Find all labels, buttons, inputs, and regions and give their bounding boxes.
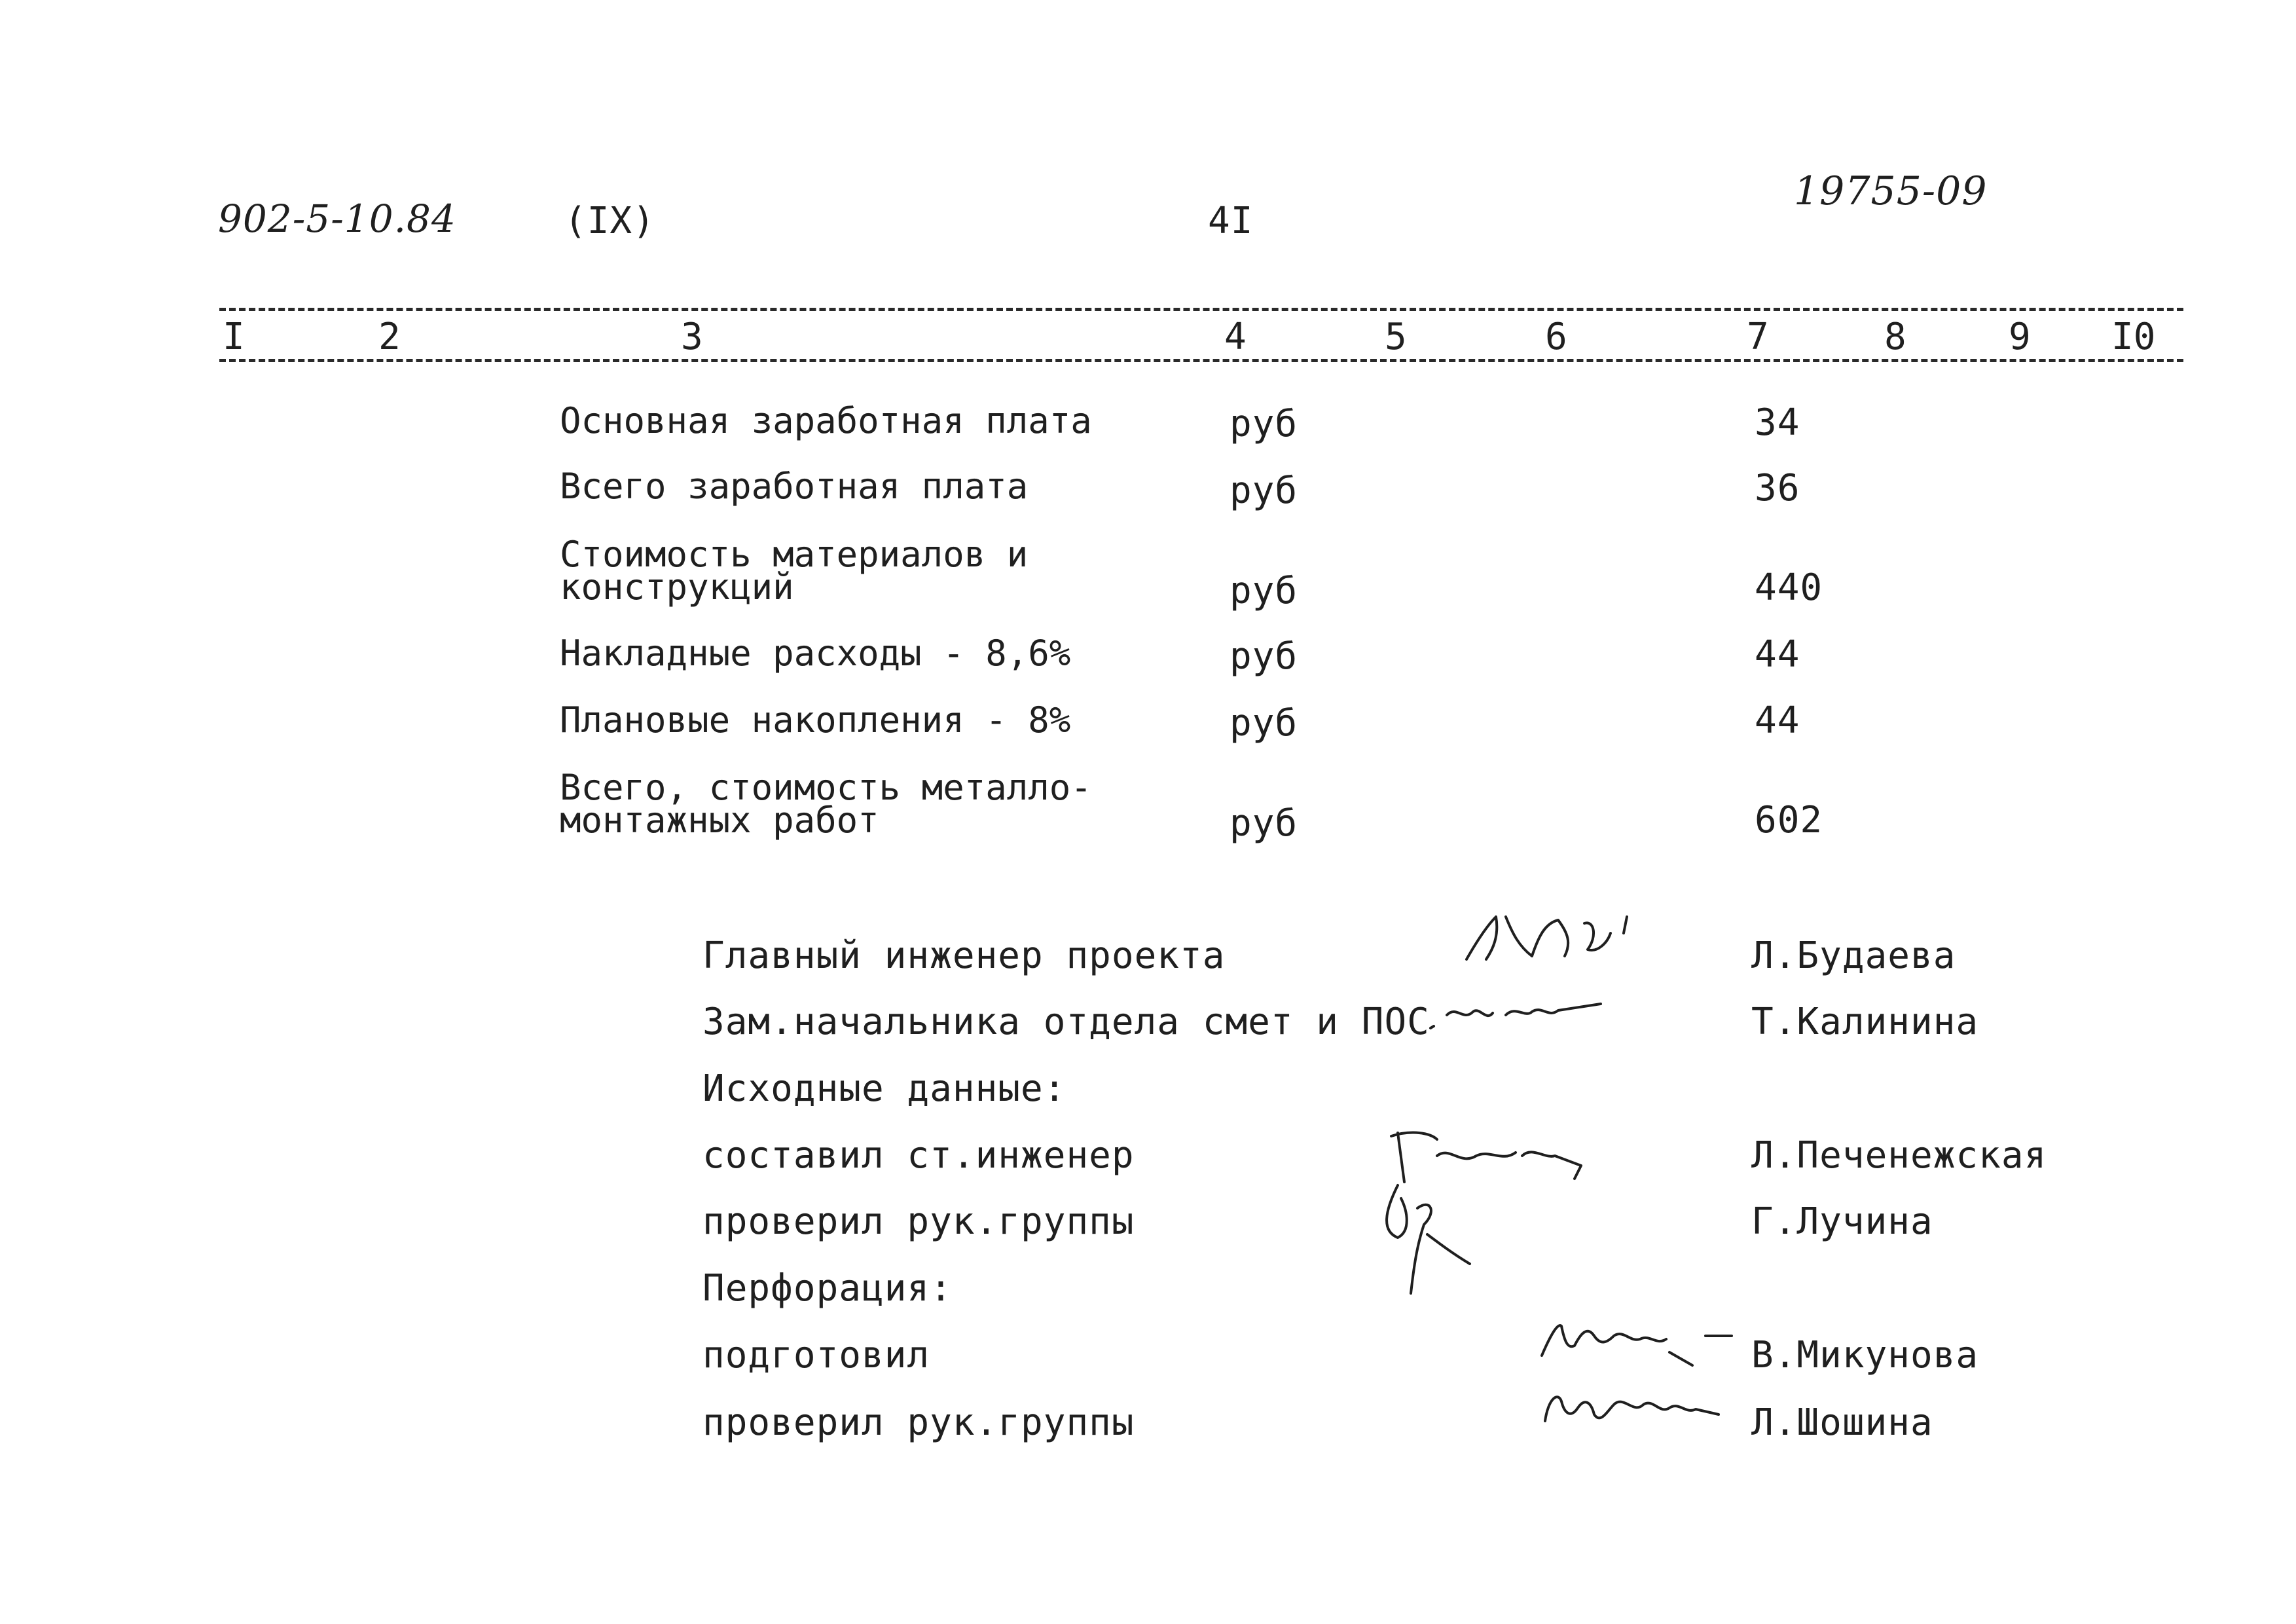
row-unit: руб	[1230, 702, 1298, 745]
signature-person: Т.Калинина	[1751, 1001, 1979, 1043]
signature-section-heading: Перфорация:	[702, 1267, 953, 1310]
column-header-bottom-rule	[219, 359, 2183, 362]
row-value: 36	[1755, 467, 1800, 509]
signature-section-heading: Исходные данные:	[702, 1067, 1066, 1110]
column-number: 7	[1747, 316, 1769, 358]
row-name: Стоимость материалов и конструкций	[560, 534, 1029, 608]
column-number: 4	[1224, 316, 1247, 358]
handwritten-signature-mikunova	[1535, 1306, 1751, 1369]
row-unit: руб	[1230, 635, 1298, 678]
column-number: 6	[1545, 316, 1567, 358]
column-number: I	[223, 316, 245, 358]
handwritten-signature-budaeva	[1460, 897, 1656, 969]
row-value: 440	[1755, 566, 1823, 609]
column-number: 5	[1385, 316, 1407, 358]
signature-role: проверил рук.группы	[702, 1401, 1135, 1444]
signature-person: В.Микунова	[1751, 1334, 1979, 1376]
row-unit: руб	[1230, 570, 1298, 612]
signature-person: Л.Печенежская	[1751, 1134, 2047, 1177]
section-number: (IX)	[564, 200, 655, 242]
row-name: Накладные расходы - 8,6%	[560, 633, 1071, 674]
row-name: Плановые накопления - 8%	[560, 699, 1071, 741]
column-header-top-rule	[219, 308, 2183, 311]
column-number: 8	[1884, 316, 1906, 358]
row-name: Всего заработная плата	[560, 466, 1029, 507]
signature-person: Л.Будаева	[1751, 934, 1956, 977]
signature-role: проверил рук.группы	[702, 1200, 1135, 1243]
row-name: Основная заработная плата	[560, 400, 1092, 441]
signature-person: Л.Шошина	[1751, 1401, 1933, 1444]
document-code: 902-5-10.84	[218, 196, 456, 241]
row-unit: руб	[1230, 403, 1298, 445]
signature-role: Главный инженер проекта	[702, 934, 1226, 977]
column-number: I0	[2111, 316, 2156, 358]
row-name: Всего, стоимость металло- монтажных работ	[560, 767, 1092, 841]
handwritten-signature-kalinina	[1427, 986, 1624, 1038]
row-unit: руб	[1230, 802, 1298, 845]
column-number: 2	[378, 316, 401, 358]
page-number: 4I	[1208, 200, 1254, 242]
handwritten-signature-shoshina	[1535, 1375, 1738, 1434]
signature-person: Г.Лучина	[1751, 1200, 1933, 1243]
signature-role: Зам.начальника отдела смет и ПОС	[702, 1001, 1430, 1043]
row-value: 34	[1755, 401, 1800, 444]
column-number: 3	[681, 316, 703, 358]
row-value: 602	[1755, 799, 1823, 841]
handwritten-signature-luchina	[1378, 1172, 1509, 1303]
document-number: 19755-09	[1794, 168, 1988, 214]
row-value: 44	[1755, 633, 1800, 676]
row-unit: руб	[1230, 470, 1298, 512]
signature-role: подготовил	[702, 1334, 930, 1376]
signature-role: составил ст.инженер	[702, 1134, 1135, 1177]
row-value: 44	[1755, 699, 1800, 742]
column-number: 9	[2009, 316, 2031, 358]
